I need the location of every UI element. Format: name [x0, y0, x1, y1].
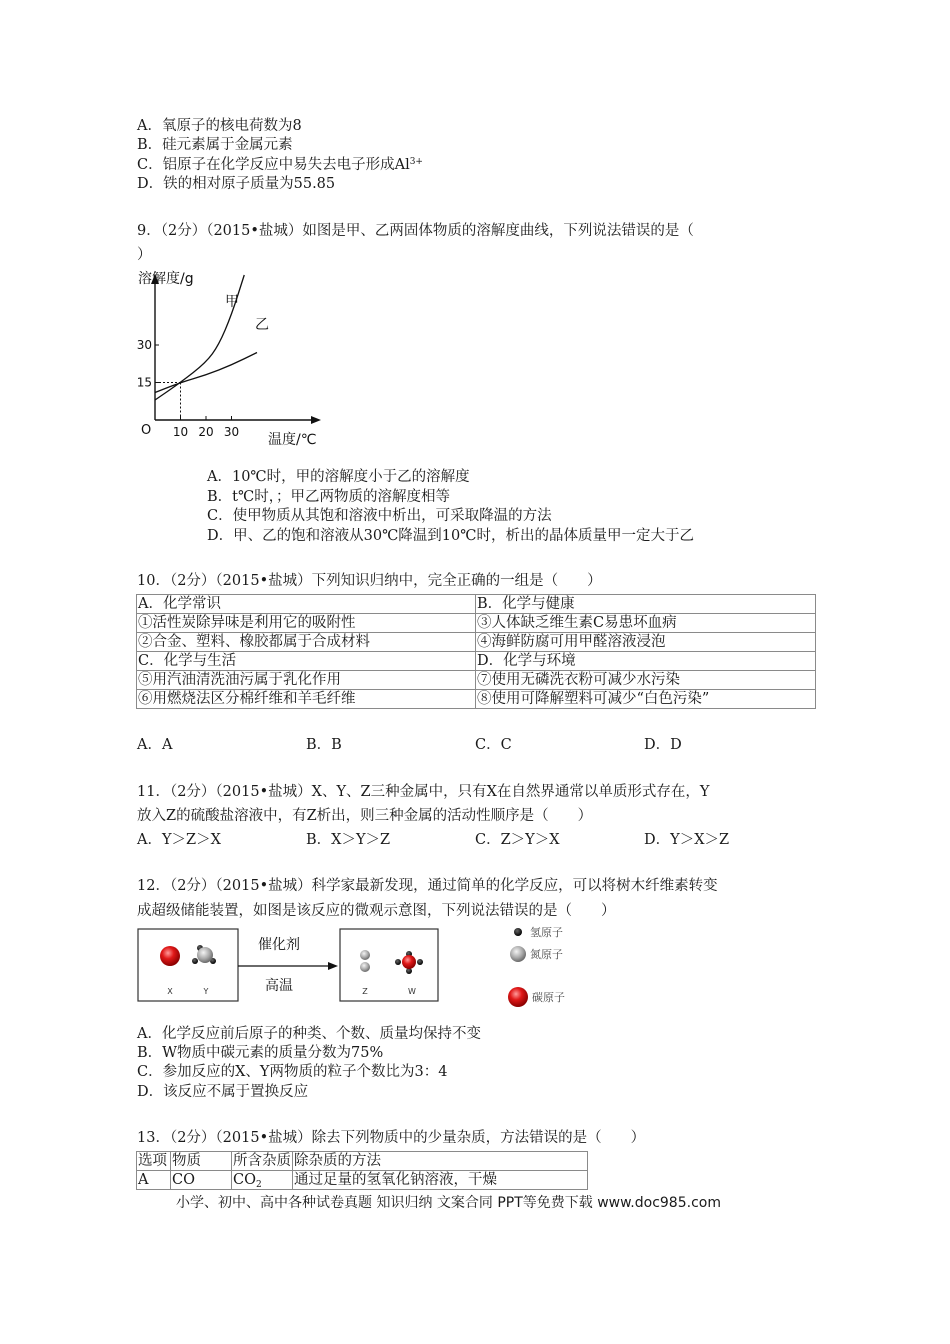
table-cell-left: ⑤用汽油清洗油污属于乳化作用: [137, 671, 476, 690]
q12-stem-line2: 成超级储能装置，如图是该反应的微观示意图，下列说法错误的是（ ）: [137, 903, 616, 919]
q8-option-c-text: C．铝原子在化学反应中易失去电子形成Al: [137, 157, 410, 173]
label-y: Y: [203, 987, 209, 996]
y-tick-label: 30: [136, 338, 152, 352]
reaction-arrowhead: [328, 962, 338, 970]
hydrogen-atom: [395, 959, 401, 965]
table-cell-right: ⑦使用无磷洗衣粉可减少水污染: [476, 671, 816, 690]
carbon-atom-w: [402, 955, 416, 969]
q10-knowledge-table: [136, 594, 816, 709]
legend-nitrogen-label: 氮原子: [530, 948, 563, 961]
q9-option-c: C．使甲物质从其饱和溶液中析出，可采取降温的方法: [207, 508, 552, 524]
hydrogen-atom: [192, 958, 198, 964]
header-option: 选项: [137, 1152, 171, 1171]
footer-banner: 小学、初中、高中各种试卷真题 知识归纳 文案合同 PPT等免费下载 www.doc985.com: [176, 1195, 721, 1211]
reaction-diagram: [130, 922, 590, 1012]
table-cell-left: ⑥用燃烧法区分棉纤维和羊毛纤维: [137, 690, 476, 709]
table-cell-right: D．化学与环境: [476, 652, 816, 671]
x-axis-label: 温度/℃: [268, 432, 317, 448]
q12-option-a: A．化学反应前后原子的种类、个数、质量均保持不变: [137, 1026, 481, 1042]
q12-option-d: D．该反应不属于置换反应: [137, 1084, 309, 1100]
q11-option-b: B．X＞Y＞Z: [306, 832, 391, 848]
q12-option-b: B．W物质中碳元素的质量分数为75%: [137, 1045, 384, 1061]
header-impurity: 所含杂质: [233, 1153, 291, 1169]
nitrogen-atom-z: [360, 962, 370, 972]
table-cell-right: ⑧使用可降解塑料可减少“白色污染”: [476, 690, 816, 709]
series-label-yi: 乙: [255, 317, 269, 333]
q10-option-b: B．B: [306, 737, 342, 753]
q13-stem: 13．（2分）（2015•盐城）除去下列物质中的少量杂质，方法错误的是（ ）: [137, 1130, 646, 1146]
cell-option: A: [137, 1171, 171, 1190]
legend-nitrogen-swatch: [510, 946, 526, 962]
hydrogen-atom: [417, 959, 423, 965]
q13-impurity-table: [136, 1151, 588, 1190]
q11-option-d: D．Y＞X＞Z: [644, 832, 730, 848]
q9-option-b: B．t℃时，；甲乙两物质的溶解度相等: [207, 489, 450, 505]
table-header-row: [137, 1152, 588, 1171]
legend-carbon-swatch: [508, 987, 528, 1007]
cell-impurity-subscript: 2: [255, 1180, 262, 1190]
table-row: [137, 652, 816, 671]
label-z: Z: [362, 987, 368, 996]
q9-stem-line1: 9．（2分）（2015•盐城）如图是甲、乙两固体物质的溶解度曲线，下列说法错误的是（: [137, 223, 694, 239]
label-x: X: [167, 987, 173, 996]
table-cell-left: ②合金、塑料、橡胶都属于合成材料: [137, 633, 476, 652]
header-method: 除杂质的方法: [293, 1152, 588, 1171]
table-row: [137, 1171, 588, 1190]
cell-method: 通过足量的氢氧化钠溶液，干燥: [293, 1171, 588, 1190]
catalyst-label: 催化剂: [258, 937, 300, 953]
cell-impurity: [232, 1171, 293, 1190]
nitrogen-atom-y: [197, 947, 213, 963]
q9-stem-line2: ）: [137, 247, 152, 263]
table-row: [137, 671, 816, 690]
q10-option-d: D．D: [644, 737, 682, 753]
q8-option-c-superscript: 3+: [409, 157, 423, 167]
series-label-jia: 甲: [225, 294, 239, 310]
q8-option-a: A．氧原子的核电荷数为8: [137, 118, 302, 134]
q8-option-c: [137, 156, 423, 174]
table-cell-left: A．化学常识: [137, 595, 476, 614]
table-cell-right: ④海鲜防腐可用甲醛溶液浸泡: [476, 633, 816, 652]
table-cell-left: ①活性炭除异味是利用它的吸附性: [137, 614, 476, 633]
nitrogen-atom-z: [360, 950, 370, 960]
origin-label: O: [141, 423, 152, 438]
q11-option-a: A．Y＞Z＞X: [137, 832, 221, 848]
q9-option-a: A．10℃时，甲的溶解度小于乙的溶解度: [207, 469, 470, 485]
carbon-atom-x: [160, 946, 180, 966]
q8-option-b: B．硅元素属于金属元素: [137, 137, 293, 153]
cell-substance: CO: [171, 1171, 232, 1190]
q9-option-d: D．甲、乙的饱和溶液从30℃降温到10℃时，析出的晶体质量甲一定大于乙: [207, 528, 694, 544]
legend-carbon-label: 碳原子: [532, 991, 565, 1004]
reactants-box: [138, 929, 238, 1001]
y-tick-label: 15: [136, 375, 152, 390]
x-tick-label: 20: [198, 425, 214, 439]
x-tick-label: 10: [172, 425, 189, 439]
y-axis-label: 溶解度/g: [138, 271, 194, 287]
legend-hydrogen-swatch: [514, 928, 522, 936]
condition-label: 高温: [265, 978, 293, 994]
q10-option-c: C．C: [475, 737, 512, 753]
label-w: W: [408, 987, 416, 996]
cell-impurity-text: CO: [233, 1172, 256, 1188]
x-axis-arrow: [311, 416, 321, 424]
q10-option-a: A．A: [137, 737, 173, 753]
q11-stem-line2: 放入Z的硫酸盐溶液中，有Z析出，则三种金属的活动性顺序是（ ）: [137, 808, 593, 824]
table-cell-right: ③人体缺乏维生素C易患坏血病: [476, 614, 816, 633]
q10-stem: 10．（2分）（2015•盐城）下列知识归纳中，完全正确的一组是（ ）: [137, 573, 602, 589]
table-row: [137, 595, 816, 614]
table-row: [137, 633, 816, 652]
solubility-chart: [130, 262, 330, 452]
q11-stem-line1: 11．（2分）（2015•盐城）X、Y、Z三种金属中，只有X在自然界通常以单质形式存在，Y: [137, 784, 710, 800]
legend-hydrogen-label: 氢原子: [530, 926, 563, 939]
table-row: [137, 690, 816, 709]
q12-option-c: C．参加反应的X、Y两物质的粒子个数比为3：4: [137, 1064, 448, 1080]
q12-stem-line1: 12．（2分）（2015•盐城）科学家最新发现，通过简单的化学反应，可以将树木纤维素转变: [137, 878, 718, 894]
x-tick-label: 30: [223, 425, 240, 439]
series-line-yi: [155, 353, 257, 393]
header-substance: 物质: [171, 1152, 232, 1171]
q11-option-c: C．Z＞Y＞X: [475, 832, 560, 848]
table-row: [137, 614, 816, 633]
q8-option-d: D．铁的相对原子质量为55.85: [137, 176, 336, 192]
table-cell-right: B．化学与健康: [476, 595, 816, 614]
products-box: [340, 929, 438, 1001]
table-cell-left: C．化学与生活: [137, 652, 476, 671]
